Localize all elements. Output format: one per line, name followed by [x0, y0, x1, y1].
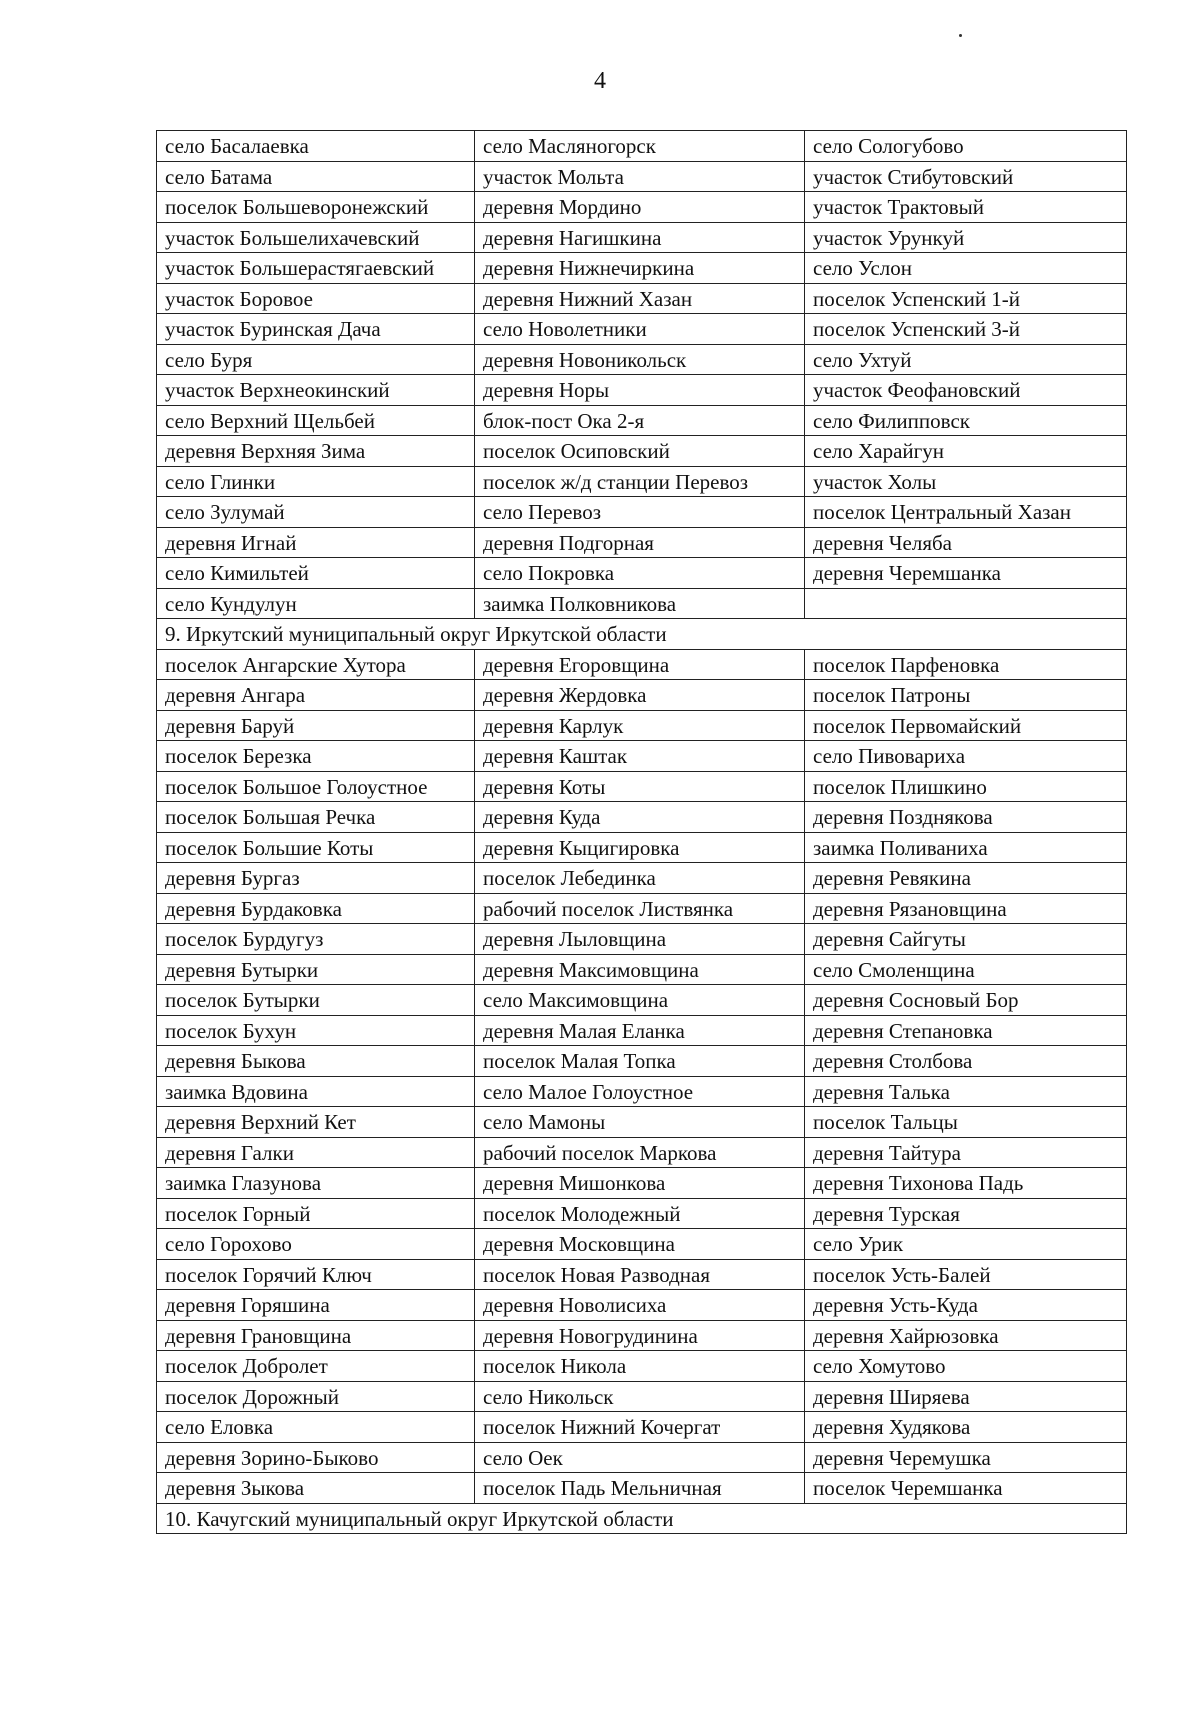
settlement-cell: заимка Вдовина: [157, 1076, 475, 1107]
settlement-cell: деревня Верхняя Зима: [157, 436, 475, 467]
section-header-row: [157, 1503, 1127, 1534]
settlement-cell: участок Урункуй: [805, 222, 1127, 253]
settlement-cell: деревня Галки: [157, 1137, 475, 1168]
settlement-cell: село Харайгун: [805, 436, 1127, 467]
table-row: [157, 1351, 1127, 1382]
settlement-cell: деревня Московщина: [475, 1229, 805, 1260]
settlement-cell: поселок Горячий Ключ: [157, 1259, 475, 1290]
table-row: [157, 1259, 1127, 1290]
settlement-cell: село Покровка: [475, 558, 805, 589]
settlement-cell: деревня Норы: [475, 375, 805, 406]
settlement-cell: участок Холы: [805, 466, 1127, 497]
settlement-cell: участок Трактовый: [805, 192, 1127, 223]
settlement-cell: [805, 588, 1127, 619]
section-title: 9. Иркутский муниципальный округ Иркутской области: [157, 619, 1127, 650]
settlement-cell: поселок Плишкино: [805, 771, 1127, 802]
settlement-cell: деревня Тихонова Падь: [805, 1168, 1127, 1199]
table-row: [157, 832, 1127, 863]
settlement-cell: деревня Нагишкина: [475, 222, 805, 253]
table-row: [157, 1107, 1127, 1138]
settlement-cell: село Хомутово: [805, 1351, 1127, 1382]
settlement-cell: участок Стибутовский: [805, 161, 1127, 192]
settlement-cell: деревня Баруй: [157, 710, 475, 741]
settlement-cell: деревня Челяба: [805, 527, 1127, 558]
settlement-cell: село Масляногорск: [475, 131, 805, 162]
table-row: [157, 1473, 1127, 1504]
settlement-cell: участок Феофановский: [805, 375, 1127, 406]
table-row: [157, 954, 1127, 985]
settlement-cell: деревня Кыцигировка: [475, 832, 805, 863]
settlement-cell: участок Боровое: [157, 283, 475, 314]
settlement-cell: поселок Добролет: [157, 1351, 475, 1382]
table-row: [157, 344, 1127, 375]
settlement-cell: деревня Коты: [475, 771, 805, 802]
settlements-table-body: [157, 131, 1127, 1534]
settlement-cell: село Ухтуй: [805, 344, 1127, 375]
settlement-cell: поселок Бурдугуз: [157, 924, 475, 955]
table-row: [157, 1290, 1127, 1321]
table-row: [157, 1198, 1127, 1229]
settlement-cell: деревня Мишонкова: [475, 1168, 805, 1199]
settlement-cell: деревня Тайтура: [805, 1137, 1127, 1168]
settlement-cell: деревня Каштак: [475, 741, 805, 772]
settlement-cell: село Услон: [805, 253, 1127, 284]
settlement-cell: деревня Малая Еланка: [475, 1015, 805, 1046]
table-row: [157, 588, 1127, 619]
table-row: [157, 253, 1127, 284]
table-row: [157, 710, 1127, 741]
settlement-cell: деревня Грановщина: [157, 1320, 475, 1351]
settlement-cell: заимка Полковникова: [475, 588, 805, 619]
table-row: [157, 1229, 1127, 1260]
settlement-cell: село Перевоз: [475, 497, 805, 528]
settlement-cell: поселок Большеворонежский: [157, 192, 475, 223]
settlement-cell: деревня Новолисиха: [475, 1290, 805, 1321]
settlement-cell: деревня Максимовщина: [475, 954, 805, 985]
settlements-table: [156, 130, 1127, 1534]
table-row: [157, 436, 1127, 467]
table-row: [157, 283, 1127, 314]
settlement-cell: деревня Бургаз: [157, 863, 475, 894]
settlement-cell: село Буря: [157, 344, 475, 375]
table-row: [157, 1015, 1127, 1046]
settlement-cell: село Никольск: [475, 1381, 805, 1412]
settlement-cell: деревня Хайрюзовка: [805, 1320, 1127, 1351]
settlement-cell: поселок Парфеновка: [805, 649, 1127, 680]
settlement-cell: деревня Турская: [805, 1198, 1127, 1229]
table-row: [157, 1320, 1127, 1351]
table-row: [157, 375, 1127, 406]
settlement-cell: деревня Верхний Кет: [157, 1107, 475, 1138]
settlement-cell: деревня Ангара: [157, 680, 475, 711]
settlement-cell: село Филипповск: [805, 405, 1127, 436]
settlement-cell: рабочий поселок Маркова: [475, 1137, 805, 1168]
settlement-cell: поселок Тальцы: [805, 1107, 1127, 1138]
settlement-cell: деревня Егоровщина: [475, 649, 805, 680]
settlement-cell: деревня Куда: [475, 802, 805, 833]
settlement-cell: село Максимовщина: [475, 985, 805, 1016]
settlement-cell: село Басалаевка: [157, 131, 475, 162]
table-row: [157, 1381, 1127, 1412]
table-row: [157, 1442, 1127, 1473]
page-number: 4: [594, 68, 606, 94]
settlement-cell: поселок Падь Мельничная: [475, 1473, 805, 1504]
settlement-cell: село Еловка: [157, 1412, 475, 1443]
settlement-cell: поселок Бутырки: [157, 985, 475, 1016]
settlement-cell: деревня Талька: [805, 1076, 1127, 1107]
table-row: [157, 192, 1127, 223]
settlement-cell: поселок Патроны: [805, 680, 1127, 711]
settlement-cell: деревня Зорино-Быково: [157, 1442, 475, 1473]
settlement-cell: село Верхний Щельбей: [157, 405, 475, 436]
settlement-cell: деревня Позднякова: [805, 802, 1127, 833]
settlement-cell: поселок Ангарские Хутора: [157, 649, 475, 680]
table-row: [157, 680, 1127, 711]
settlement-cell: деревня Нижний Хазан: [475, 283, 805, 314]
settlement-cell: блок-пост Ока 2-я: [475, 405, 805, 436]
table-row: [157, 771, 1127, 802]
table-row: [157, 741, 1127, 772]
settlement-cell: село Зулумай: [157, 497, 475, 528]
table-row: [157, 985, 1127, 1016]
settlement-cell: деревня Новогрудинина: [475, 1320, 805, 1351]
settlement-cell: поселок Успенский 3-й: [805, 314, 1127, 345]
settlement-cell: поселок Бухун: [157, 1015, 475, 1046]
table-row: [157, 527, 1127, 558]
settlement-cell: поселок Горный: [157, 1198, 475, 1229]
table-row: [157, 924, 1127, 955]
table-row: [157, 466, 1127, 497]
settlement-cell: село Пивовариха: [805, 741, 1127, 772]
settlement-cell: деревня Горяшина: [157, 1290, 475, 1321]
settlement-cell: село Кундулун: [157, 588, 475, 619]
settlement-cell: село Новолетники: [475, 314, 805, 345]
settlement-cell: село Глинки: [157, 466, 475, 497]
settlement-cell: поселок Малая Топка: [475, 1046, 805, 1077]
settlement-cell: поселок ж/д станции Перевоз: [475, 466, 805, 497]
settlement-cell: участок Мольта: [475, 161, 805, 192]
settlement-cell: деревня Жердовка: [475, 680, 805, 711]
table-row: [157, 1412, 1127, 1443]
settlement-cell: деревня Столбова: [805, 1046, 1127, 1077]
settlement-cell: село Смоленщина: [805, 954, 1127, 985]
settlement-cell: поселок Молодежный: [475, 1198, 805, 1229]
settlement-cell: деревня Ширяева: [805, 1381, 1127, 1412]
settlement-cell: поселок Лебединка: [475, 863, 805, 894]
settlement-cell: поселок Первомайский: [805, 710, 1127, 741]
settlement-cell: заимка Поливаниха: [805, 832, 1127, 863]
settlement-cell: деревня Степановка: [805, 1015, 1127, 1046]
table-row: [157, 893, 1127, 924]
settlement-cell: деревня Игнай: [157, 527, 475, 558]
settlement-cell: поселок Большое Голоустное: [157, 771, 475, 802]
settlement-cell: поселок Усть-Балей: [805, 1259, 1127, 1290]
settlement-cell: деревня Черемшанка: [805, 558, 1127, 589]
settlement-cell: заимка Глазунова: [157, 1168, 475, 1199]
table-row: [157, 1168, 1127, 1199]
settlement-cell: деревня Сайгуты: [805, 924, 1127, 955]
settlement-cell: деревня Нижнечиркина: [475, 253, 805, 284]
settlement-cell: поселок Успенский 1-й: [805, 283, 1127, 314]
settlement-cell: поселок Большие Коты: [157, 832, 475, 863]
table-row: [157, 222, 1127, 253]
table-row: [157, 863, 1127, 894]
table-row: [157, 314, 1127, 345]
settlement-cell: поселок Новая Разводная: [475, 1259, 805, 1290]
settlement-cell: деревня Усть-Куда: [805, 1290, 1127, 1321]
table-row: [157, 131, 1127, 162]
settlement-cell: поселок Большая Речка: [157, 802, 475, 833]
settlement-cell: село Оек: [475, 1442, 805, 1473]
settlement-cell: деревня Черемушка: [805, 1442, 1127, 1473]
settlement-cell: участок Буринская Дача: [157, 314, 475, 345]
settlement-cell: деревня Быкова: [157, 1046, 475, 1077]
table-row: [157, 497, 1127, 528]
section-title: 10. Качугский муниципальный округ Иркутской области: [157, 1503, 1127, 1534]
table-row: [157, 802, 1127, 833]
settlement-cell: поселок Дорожный: [157, 1381, 475, 1412]
table-row: [157, 1076, 1127, 1107]
scan-speck: [959, 34, 962, 37]
settlement-cell: поселок Черемшанка: [805, 1473, 1127, 1504]
settlement-cell: поселок Березка: [157, 741, 475, 772]
settlement-cell: село Сологубово: [805, 131, 1127, 162]
settlement-cell: участок Верхнеокинский: [157, 375, 475, 406]
settlement-cell: деревня Бурдаковка: [157, 893, 475, 924]
settlement-cell: поселок Нижний Кочергат: [475, 1412, 805, 1443]
settlement-cell: поселок Никола: [475, 1351, 805, 1382]
settlement-cell: поселок Центральный Хазан: [805, 497, 1127, 528]
settlement-cell: деревня Худякова: [805, 1412, 1127, 1443]
settlement-cell: село Батама: [157, 161, 475, 192]
settlement-cell: деревня Ревякина: [805, 863, 1127, 894]
settlement-cell: село Горохово: [157, 1229, 475, 1260]
table-row: [157, 558, 1127, 589]
settlement-cell: село Урик: [805, 1229, 1127, 1260]
settlement-cell: участок Большелихачевский: [157, 222, 475, 253]
settlement-cell: участок Большерастягаевский: [157, 253, 475, 284]
settlement-cell: село Мамоны: [475, 1107, 805, 1138]
settlement-cell: деревня Рязановщина: [805, 893, 1127, 924]
table-row: [157, 405, 1127, 436]
settlement-cell: деревня Карлук: [475, 710, 805, 741]
settlement-cell: село Малое Голоустное: [475, 1076, 805, 1107]
table-row: [157, 1046, 1127, 1077]
settlement-cell: деревня Новоникольск: [475, 344, 805, 375]
settlement-cell: деревня Бутырки: [157, 954, 475, 985]
settlement-cell: деревня Лыловщина: [475, 924, 805, 955]
table-row: [157, 1137, 1127, 1168]
settlement-cell: деревня Сосновый Бор: [805, 985, 1127, 1016]
settlement-cell: деревня Зыкова: [157, 1473, 475, 1504]
section-header-row: [157, 619, 1127, 650]
settlement-cell: село Кимильтей: [157, 558, 475, 589]
table-row: [157, 161, 1127, 192]
table-row: [157, 649, 1127, 680]
settlement-cell: деревня Мордино: [475, 192, 805, 223]
settlement-cell: поселок Осиповский: [475, 436, 805, 467]
settlement-cell: рабочий поселок Листвянка: [475, 893, 805, 924]
settlement-cell: деревня Подгорная: [475, 527, 805, 558]
